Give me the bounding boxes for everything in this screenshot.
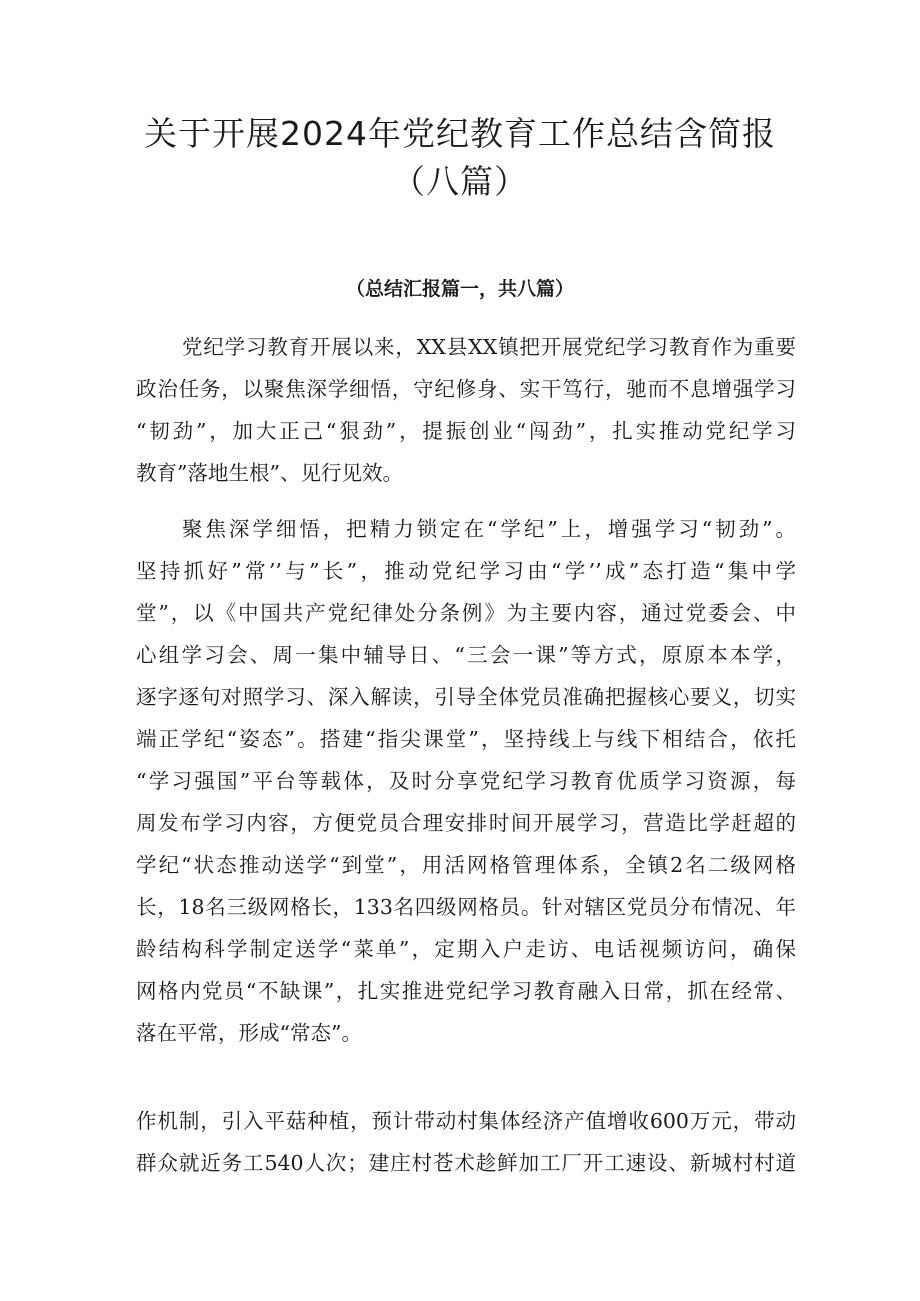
paragraph-line: “学习强国”平台等载体，及时分享党纪学习教育优质学习资源，每 bbox=[136, 769, 796, 793]
paragraph-line: 龄结构科学制定送学“菜单”，定期入户走访、电话视频访问，确保 bbox=[136, 937, 796, 961]
document-title-line-1: 关于开展2024年党纪教育工作总结含简报 bbox=[144, 114, 776, 153]
paragraph-line: 逐字逐句对照学习、深入解读，引导全体党员准确把握核心要义，切实 bbox=[136, 685, 796, 709]
section-subtitle: （总结汇报篇一，共八篇） bbox=[345, 278, 574, 300]
paragraph-line: 教育”落地生根”、见行见效。 bbox=[136, 461, 403, 485]
paragraph-line: 落在平常，形成“常态”。 bbox=[136, 1021, 362, 1045]
paragraph-line: 心组学习会、周一集中辅导日、“三会一课”等方式，原原本本学， bbox=[136, 643, 796, 667]
paragraph-line: 堂”，以《中国共产党纪律处分条例》为主要内容，通过党委会、中 bbox=[136, 601, 796, 625]
paragraph-line: 端正学纪“姿态”。搭建“指尖课堂”，坚持线上与线下相结合，依托 bbox=[136, 727, 796, 751]
paragraph-line: 党纪学习教育开展以来，XX县XX镇把开展党纪学习教育作为重要 bbox=[182, 335, 796, 359]
paragraph-line: 政治任务，以聚焦深学细悟，守纪修身、实干笃行，驰而不息增强学习 bbox=[136, 377, 796, 401]
paragraph-line: “韧劲”，加大正己“狠劲”，提振创业“闯劲”，扎实推动党纪学习 bbox=[136, 419, 796, 443]
document-title-line-2: （八篇） bbox=[392, 162, 528, 201]
paragraph-line: 长，18名三级网格长，133名四级网格员。针对辖区党员分布情况、年 bbox=[136, 895, 796, 919]
paragraph-line: 网格内党员“不缺课”，扎实推进党纪学习教育融入日常，抓在经常、 bbox=[136, 979, 796, 1003]
paragraph-line: 坚持抓好”常’’与”长”，推动党纪学习由“学’’成”态打造“集中学 bbox=[136, 559, 796, 583]
paragraph-line: 聚焦深学细悟，把精力锁定在“学纪”上，增强学习“韧劲”。 bbox=[182, 517, 796, 541]
paragraph-line: 群众就近务工540人次；建庄村苍术趁鲜加工厂开工速设、新城村村道 bbox=[136, 1151, 796, 1175]
paragraph-line: 作机制，引入平菇种植，预计带动村集体经济产值增收600万元，带动 bbox=[136, 1109, 796, 1133]
paragraph-line: 周发布学习内容，方便党员合理安排时间开展学习，营造比学赶超的 bbox=[136, 811, 796, 835]
paragraph-line: 学纪“状态推动送学“到堂”，用活网格管理体系，全镇2名二级网格 bbox=[136, 853, 796, 877]
